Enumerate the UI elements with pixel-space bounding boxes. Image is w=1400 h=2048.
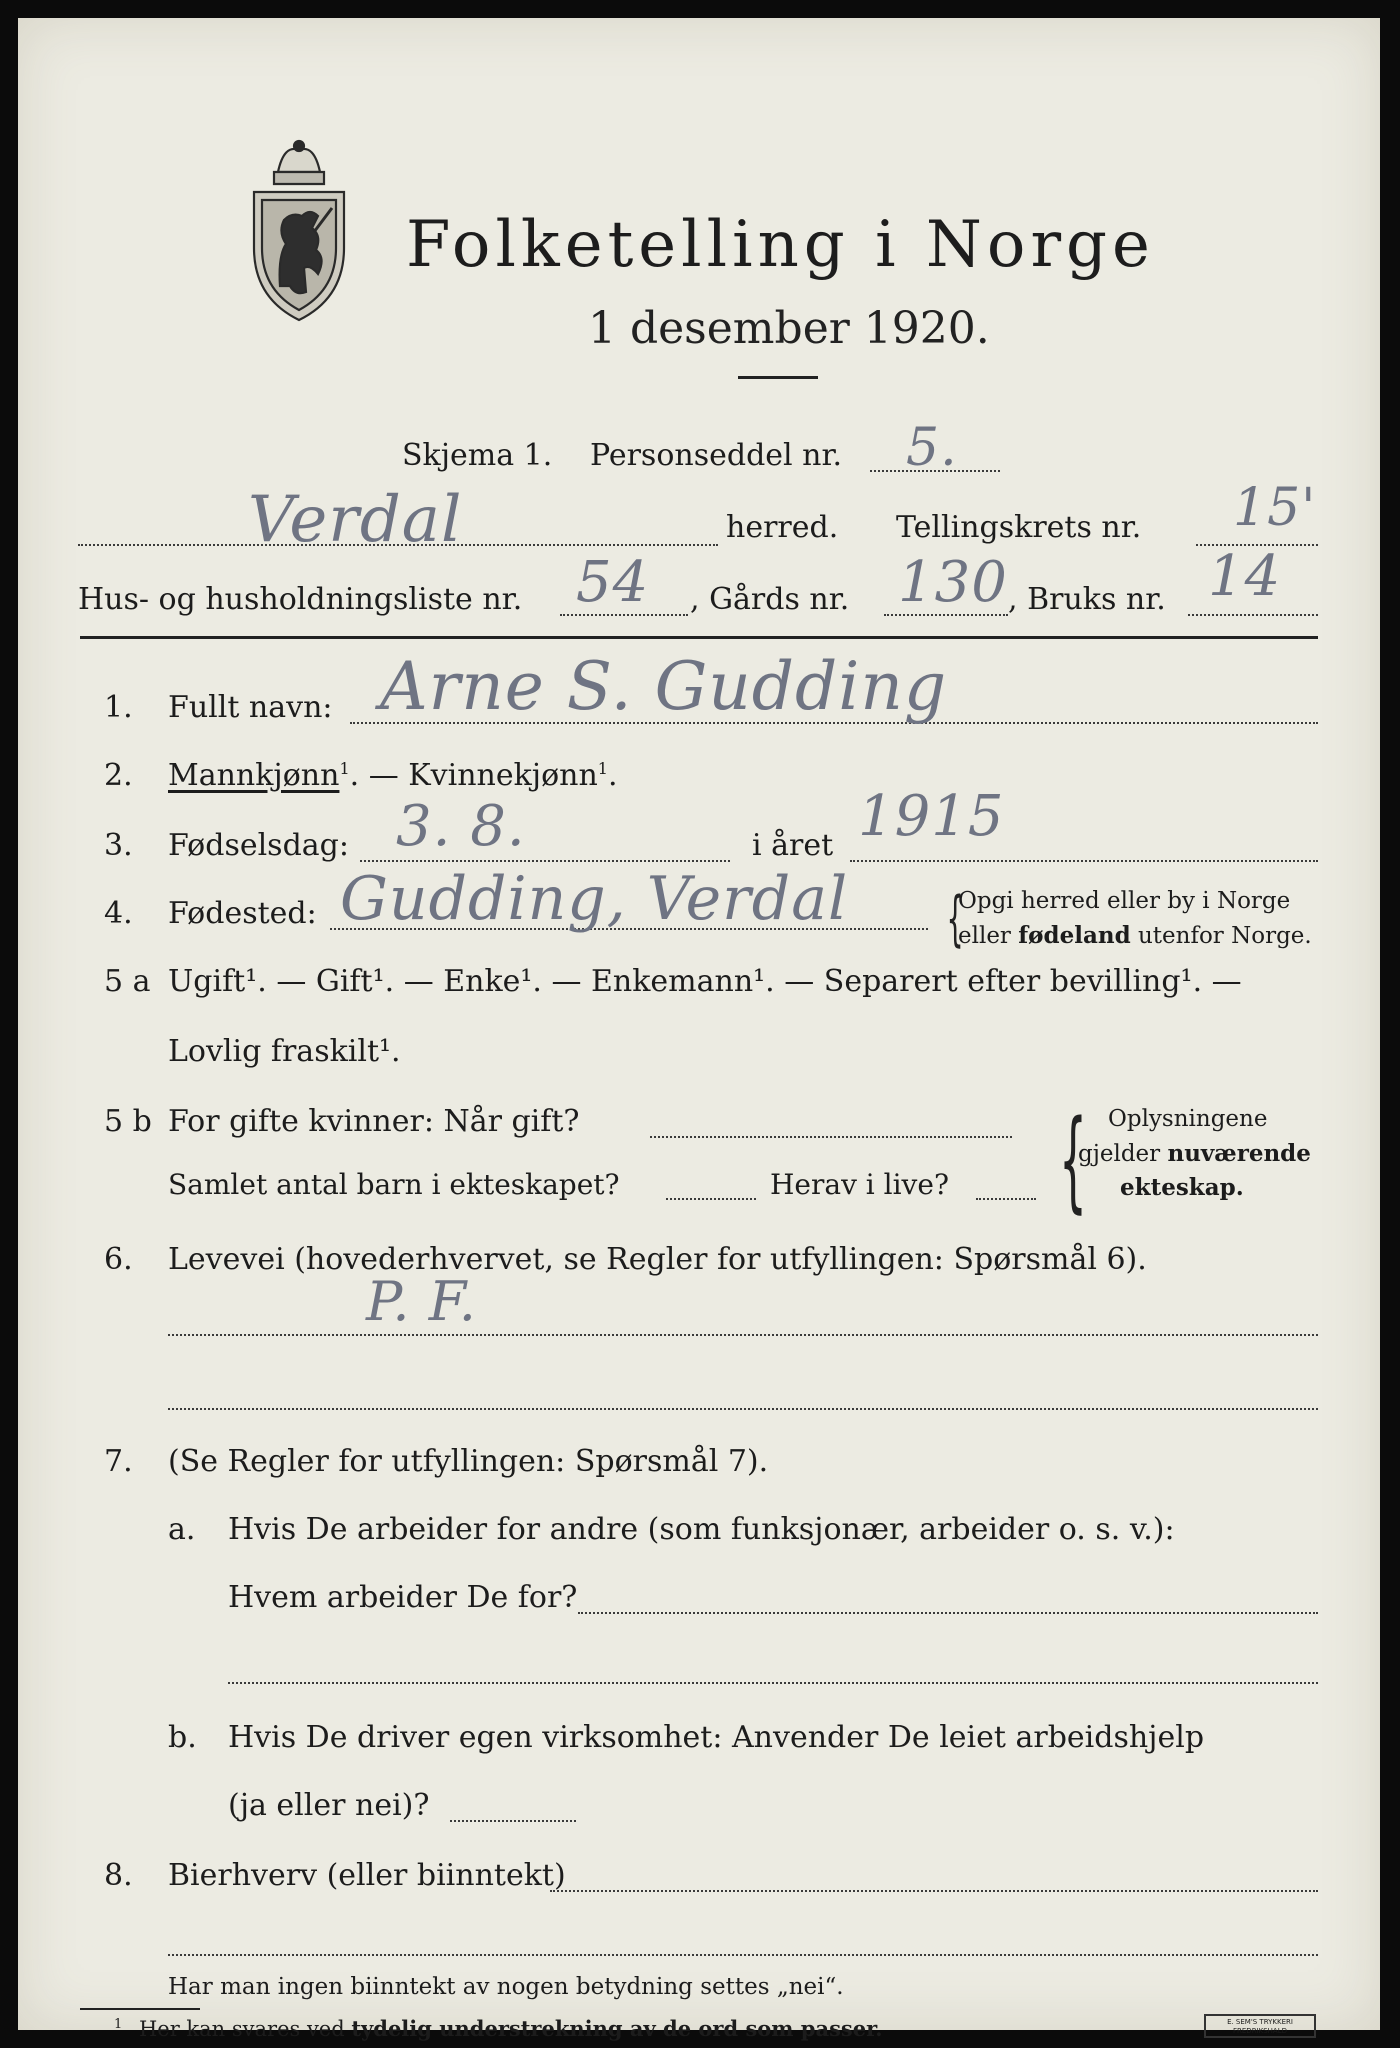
q7a-letter: a. [168, 1512, 196, 1547]
q5b-note2-pre: gjelder [1078, 1141, 1168, 1167]
q5b-note-brace: { [1059, 1096, 1087, 1224]
gards-value: 130 [898, 550, 1008, 615]
q5a-line2: Lovlig fraskilt¹. [168, 1034, 401, 1069]
q5b-note3: ekteskap. [1120, 1174, 1244, 1201]
personseddel-value: 5. [906, 418, 958, 478]
q2-sup1: 1 [339, 759, 350, 778]
q7a-answer-line [578, 1612, 1318, 1614]
q2-end: . [607, 758, 618, 793]
printer-mark [1204, 2014, 1316, 2038]
q3-year-value: 1915 [858, 784, 1005, 849]
q2-sup2: 1 [597, 759, 608, 778]
skjema-label: Skjema 1. [402, 438, 553, 473]
q5b-line1: For gifte kvinner: Når gift? [168, 1104, 580, 1139]
q4-number: 4. [104, 896, 133, 931]
q7b-line1: Hvis De driver egen virksomhet: Anvender De leiet arbeidshjelp [228, 1720, 1205, 1755]
q4-note-line1: Opgi herred eller by i Norge [958, 888, 1291, 914]
q4-note-pre: eller [958, 923, 1019, 949]
census-form [18, 18, 1380, 2041]
personseddel-label: Personseddel nr. [590, 438, 843, 473]
herred-label: herred. [726, 510, 839, 545]
q2-rest: . — Kvinnekjønn [349, 758, 598, 793]
footnote-number: 1 [114, 2017, 123, 2032]
printer-line2: FREDRIKSHALD [1232, 2027, 1287, 2035]
bruks-value: 14 [1208, 544, 1282, 609]
q3-number: 3. [104, 828, 133, 863]
bruks-label: , Bruks nr. [1008, 582, 1166, 617]
q7a-line2: Hvem arbeider De for? [228, 1580, 578, 1615]
q4-label: Fødested: [168, 896, 317, 931]
q3-year-label: i året [752, 828, 834, 863]
q6-number: 6. [104, 1242, 133, 1277]
form-title: Folketelling i Norge [406, 208, 1155, 282]
q2-number: 2. [104, 758, 133, 793]
q4-note-brace: { [946, 884, 964, 954]
q5b-children-line [666, 1198, 756, 1200]
q4-note-post: utenfor Norge. [1130, 923, 1312, 949]
footnote-bold: tydelig understrekning av de ord som passer. [351, 2016, 883, 2041]
q7a-line1: Hvis De arbeider for andre (som funksjonær, arbeider o. s. v.): [228, 1512, 1175, 1547]
q5a-number: 5 a [104, 964, 151, 999]
q7-label: (Se Regler for utfyllingen: Spørsmål 7). [168, 1444, 769, 1479]
tellingskrets-value: 15' [1233, 478, 1317, 538]
q1-number: 1. [104, 690, 133, 725]
q5b-note2 [1078, 1140, 1311, 1167]
q2-male-option: Mannkjønn [168, 758, 340, 793]
q5b-note1: Oplysningene [1108, 1106, 1268, 1132]
footnote-divider [80, 2008, 200, 2010]
coat-of-arms-icon [240, 136, 358, 326]
herred-value: Verdal [248, 483, 463, 557]
q2-text [168, 758, 618, 793]
q5b-children-label: Samlet antal barn i ekteskapet? [168, 1168, 620, 1201]
q7b-letter: b. [168, 1720, 197, 1755]
q8-note: Har man ingen biinntekt av nogen betydning settes „nei“. [168, 1974, 844, 2000]
bruks-line [1188, 614, 1318, 616]
q6-value: P. F. [366, 1270, 477, 1333]
q8-answer-line [550, 1890, 1318, 1892]
q8-number: 8. [104, 1858, 133, 1893]
q7-number: 7. [104, 1444, 133, 1479]
q5b-married-line [650, 1136, 1012, 1138]
q5b-number: 5 b [104, 1104, 152, 1139]
q3-label: Fødselsdag: [168, 828, 349, 863]
q3-value: 3. 8. [396, 794, 526, 859]
q6-label: Levevei (hovederhvervet, se Regler for utfyllingen: Spørsmål 6). [168, 1242, 1147, 1277]
q5b-alive-label: Herav i live? [770, 1168, 949, 1201]
q4-note-line2 [958, 922, 1312, 949]
q4-note-bold: fødeland [1018, 922, 1131, 949]
printer-line1: E. SEM'S TRYKKERI [1227, 2018, 1293, 2026]
q6-line2 [168, 1408, 1318, 1410]
tellingskrets-label: Tellingskrets nr. [896, 510, 1142, 545]
q3-line [360, 860, 730, 862]
q5a-line1: Ugift¹. — Gift¹. — Enke¹. — Enkemann¹. — Separert efter bevilling¹. — [168, 964, 1242, 999]
q7b-line2: (ja eller nei)? [228, 1788, 430, 1823]
header-separator [80, 636, 1318, 639]
q5b-alive-line [976, 1198, 1036, 1200]
gards-label: , Gårds nr. [690, 582, 850, 617]
q3-year-line [850, 860, 1318, 862]
q8-label: Bierhverv (eller biinntekt) [168, 1858, 566, 1893]
q1-value: Arne S. Gudding [380, 648, 948, 725]
hus-label: Hus- og husholdningsliste nr. [78, 582, 523, 617]
q8-answer-line2 [168, 1954, 1318, 1956]
footnote-pre: Her kan svares ved [138, 2017, 352, 2041]
q7b-answer-line [450, 1820, 576, 1822]
q6-line1 [168, 1334, 1318, 1336]
q7a-answer-line2 [228, 1682, 1318, 1684]
footnote [114, 2016, 883, 2041]
form-date: 1 desember 1920. [588, 303, 990, 354]
q5b-note2-bold: nuværende [1167, 1140, 1311, 1167]
title-divider [738, 376, 818, 379]
q4-value: Gudding, Verdal [340, 864, 849, 934]
hus-value: 54 [576, 550, 650, 615]
q1-label: Fullt navn: [168, 690, 333, 725]
